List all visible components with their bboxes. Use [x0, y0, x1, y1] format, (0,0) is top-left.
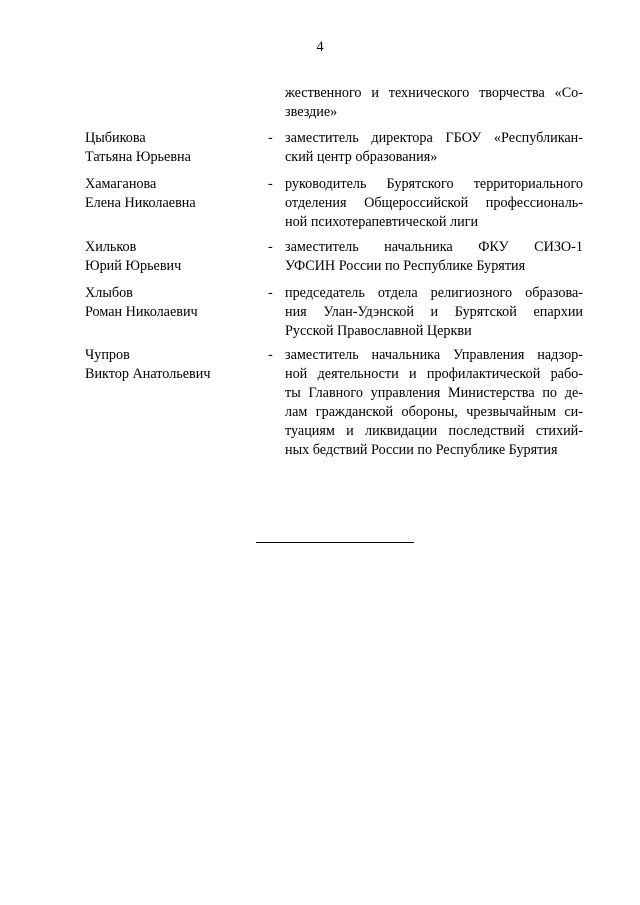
entry-description — [285, 84, 583, 122]
member-surname: Хильков — [85, 239, 137, 255]
description-line: звездие» — [285, 104, 338, 120]
description-line: руководитель Бурятского территориального — [285, 176, 583, 192]
entry-description — [285, 238, 583, 276]
entry-description — [285, 346, 583, 460]
description-line: ной психотерапевтической лиги — [285, 214, 479, 230]
description-line: лам гражданской обороны, чрезвычайным си- — [285, 404, 583, 420]
member-name — [85, 284, 265, 322]
member-name — [85, 129, 265, 167]
description-line: ных бедствий России по Республике Бурятия — [285, 442, 558, 458]
entry-description — [285, 284, 583, 341]
description-line: заместитель начальника Управления надзор- — [285, 347, 583, 363]
entry-dash: - — [268, 347, 273, 363]
member-surname: Чупров — [85, 347, 130, 363]
end-separator-line — [256, 542, 414, 543]
member-surname: Хлыбов — [85, 285, 133, 301]
entry-description — [285, 175, 583, 232]
description-line: туациям и ликвидации последствий стихий- — [285, 423, 583, 439]
description-line: председатель отдела религиозного образова- — [285, 285, 583, 301]
description-line: ский центр образования» — [285, 149, 438, 165]
member-name — [85, 175, 265, 213]
description-line: заместитель директора ГБОУ «Республикан- — [285, 130, 583, 146]
member-given-names: Роман Николаевич — [85, 304, 198, 320]
description-line: ной деятельности и профилактической рабо- — [285, 366, 583, 382]
description-line: жественного и технического творчества «Со- — [285, 85, 583, 101]
member-surname: Хамаганова — [85, 176, 157, 192]
member-given-names: Юрий Юрьевич — [85, 258, 182, 274]
page-number: 4 — [316, 39, 324, 55]
entry-description — [285, 129, 583, 167]
description-line: Русской Православной Церкви — [285, 323, 472, 339]
description-line: отделения Общероссийской профессиональ- — [285, 195, 583, 211]
member-given-names: Виктор Анатольевич — [85, 366, 211, 382]
description-line: ты Главного управления Министерства по де- — [285, 385, 583, 401]
entry-dash: - — [268, 285, 273, 301]
member-given-names: Елена Николаевна — [85, 195, 196, 211]
member-name — [85, 346, 265, 384]
description-line: ния Улан-Удэнской и Бурятской епархии — [285, 304, 583, 320]
member-name — [85, 238, 265, 276]
member-given-names: Татьяна Юрьевна — [85, 149, 191, 165]
description-line: УФСИН России по Республике Бурятия — [285, 258, 526, 274]
entry-dash: - — [268, 176, 273, 192]
entry-dash: - — [268, 130, 273, 146]
member-surname: Цыбикова — [85, 130, 146, 146]
entry-dash: - — [268, 239, 273, 255]
description-line: заместитель начальника ФКУ СИЗО-1 — [285, 239, 583, 255]
